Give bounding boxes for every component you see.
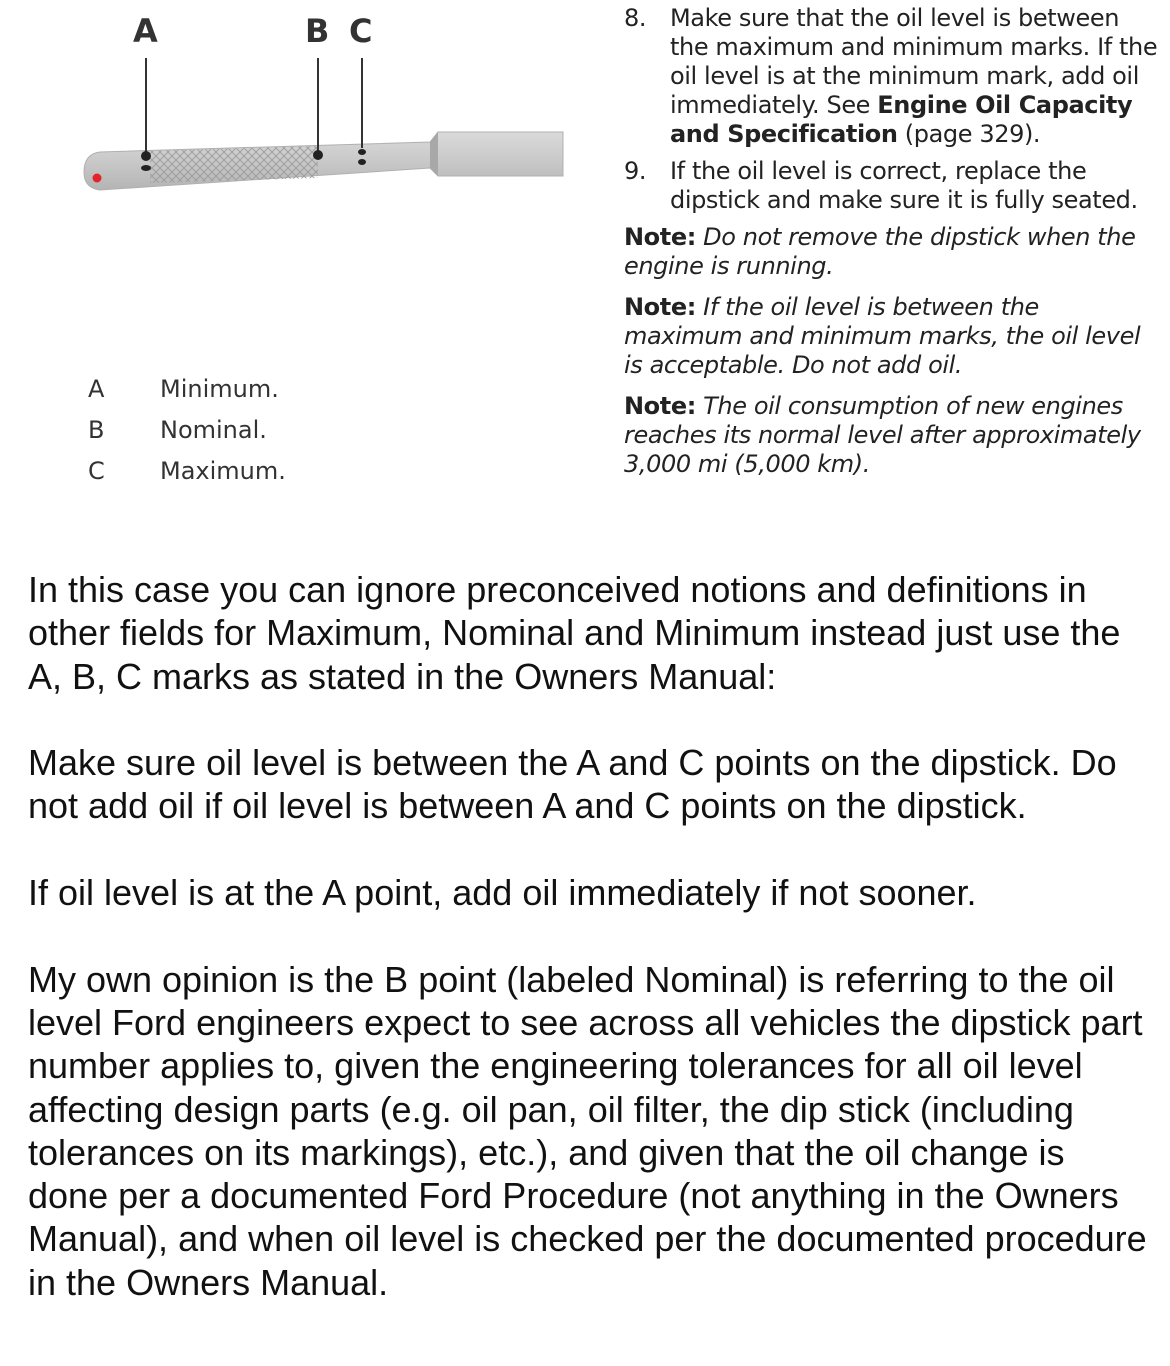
legend-row-a: [88, 368, 286, 409]
step-number: 9.: [624, 157, 647, 185]
manual-step: [624, 4, 1164, 149]
answer-paragraph: Make sure oil level is between the A and C points on the dipstick. Do not add oil if oil level is between A and C points on the dipstick.: [28, 742, 1117, 827]
dipstick-illustration: [0, 0, 600, 240]
note-text: If the oil level is between the maximum and minimum marks, the oil level is acceptable. Do not add oil.: [624, 293, 1141, 379]
step-text-part: (page 329).: [897, 120, 1041, 148]
note-label: Note:: [624, 392, 696, 420]
crosshatch-zone: [150, 146, 318, 183]
step-text: [670, 4, 1164, 149]
mark-a-hole: [141, 165, 151, 171]
legend-label: Nominal.: [160, 415, 267, 444]
callout-c: C: [349, 12, 373, 50]
step-number: 8.: [624, 4, 647, 32]
legend-key: A: [88, 374, 105, 403]
step-text-part: Make sure that the oil level is between the maximum and minimum marks. If the oil level is at the minimum mark, add oil immediately. See: [670, 4, 1158, 119]
mark-c-dot: [358, 149, 366, 155]
manual-step: [624, 157, 1164, 215]
cross-reference: Engine Oil Capacity and Specification: [670, 91, 1133, 148]
mark-c-hole: [358, 159, 366, 165]
legend-row-b: [88, 409, 286, 450]
note-label: Note:: [624, 223, 696, 251]
note-text: Do not remove the dipstick when the engine is running.: [624, 223, 1136, 280]
legend-key: C: [88, 456, 105, 485]
manual-note: [624, 392, 1164, 479]
legend-row-c: [88, 450, 286, 491]
figure-legend: [88, 368, 286, 491]
legend-label: Maximum.: [160, 456, 286, 485]
manual-note: [624, 293, 1164, 380]
callout-b: B: [305, 12, 330, 50]
mark-a-dot: [141, 151, 151, 161]
answer-text: [28, 568, 1148, 1347]
answer-paragraph: If oil level is at the A point, add oil immediately if not sooner.: [28, 872, 977, 914]
legend-label: Minimum.: [160, 374, 279, 403]
mark-b-dot: [313, 150, 323, 160]
answer-paragraph: My own opinion is the B point (labeled Nominal) is referring to the oil level Ford engineers expect to see across all vehicles the dipstick part number applies to, given the engineering tolerances for all oil level affecting design parts (e.g. oil pan, oil filter, the dip stick (including tolerances on its markings), etc.), and given that the oil change is done per a documented Ford Procedure (not anything in the Owners Manual), and when oil level is checked per the documented procedure in the Owners Manual.: [28, 958, 1147, 1303]
manual-note: [624, 223, 1164, 281]
dipstick-figure: [0, 0, 600, 520]
callout-a: A: [133, 12, 158, 50]
red-tip-dot: [93, 174, 102, 183]
owners-manual-excerpt: [624, 4, 1164, 491]
note-text: The oil consumption of new engines reaches its normal level after approximately 3,000 mi (5,000 km).: [624, 392, 1141, 478]
answer-paragraph: In this case you can ignore preconceived notions and definitions in other fields for Maximum, Nominal and Minimum instead just use the A, B, C marks as stated in the Owners Manual:: [28, 569, 1121, 697]
note-label: Note:: [624, 293, 696, 321]
legend-key: B: [88, 415, 105, 444]
step-text: If the oil level is correct, replace the dipstick and make sure it is fully seated.: [670, 157, 1138, 214]
